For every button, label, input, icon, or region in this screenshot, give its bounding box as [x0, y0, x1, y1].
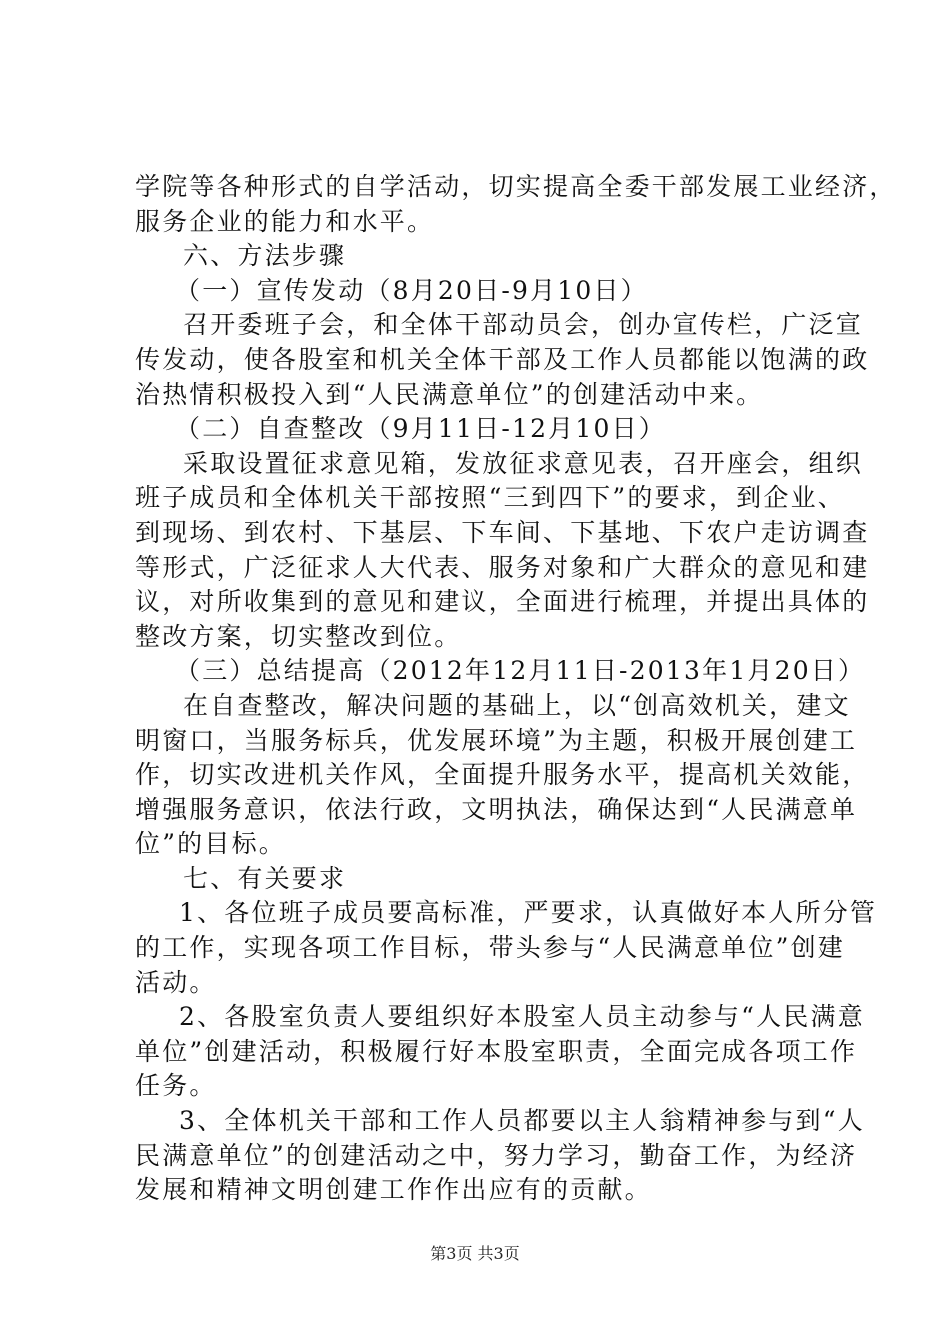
paragraph-line: 治热情积极投入到“人民满意单位”的创建活动中来。 — [135, 379, 764, 409]
list-item-2: 2、各股室负责人要组织好本股室人员主动参与“人民满意 — [179, 1002, 865, 1032]
document-body — [135, 170, 897, 1208]
paragraph-line: 议，对所收集到的意见和建议，全面进行梳理，并提出具体的 — [135, 587, 870, 617]
section-heading-6: 六、方法步骤 — [183, 241, 347, 271]
list-item-3: 3、全体机关干部和工作人员都要以主人翁精神参与到“人 — [179, 1106, 865, 1136]
paragraph-line: 召开委班子会，和全体干部动员会，创办宣传栏，广泛宣 — [183, 310, 864, 340]
paragraph-line: 采取设置征求意见箱，发放征求意见表，召开座会，组织 — [183, 448, 864, 478]
paragraph-line: 整改方案，切实整改到位。 — [135, 621, 462, 651]
paragraph-line: 作，切实改进机关作风，全面提升服务水平，提高机关效能， — [135, 760, 870, 790]
step-heading-1: （一）宣传发动（8月20日-9月10日） — [175, 275, 648, 305]
page-footer: 第3页 共3页 — [430, 1244, 520, 1263]
step-heading-2: （二）自查整改（9月11日-12月10日） — [175, 414, 666, 444]
section-heading-7: 七、有关要求 — [183, 863, 347, 893]
paragraph-line: 活动。 — [135, 967, 217, 997]
paragraph-line: 班子成员和全体机关干部按照“三到四下”的要求，到企业、 — [135, 483, 845, 513]
list-item-1: 1、各位班子成员要高标准，严要求，认真做好本人所分管 — [179, 898, 878, 928]
paragraph-line: 增强服务意识，依法行政，文明执法，确保达到“人民满意单 — [135, 794, 858, 824]
paragraph-line: 明窗口，当服务标兵，优发展环境”为主题，积极开展创建工 — [135, 725, 858, 755]
paragraph-line: 发展和精神文明创建工作作出应有的贡献。 — [135, 1175, 652, 1205]
paragraph-line: 到现场、到农村、下基层、下车间、下基地、下农户走访调查 — [135, 517, 870, 547]
paragraph-line: 传发动，使各股室和机关全体干部及工作人员都能以饱满的政 — [135, 344, 870, 374]
paragraph-line: 位”的目标。 — [135, 829, 286, 859]
paragraph-line: 单位”创建活动，积极履行好本股室职责，全面完成各项工作 — [135, 1036, 858, 1066]
paragraph-line: 等形式，广泛征求人大代表、服务对象和广大群众的意见和建 — [135, 552, 870, 582]
paragraph-line: 在自查整改，解决问题的基础上，以“创高效机关，建文 — [183, 690, 851, 720]
step-heading-3: （三）总结提高（2012年12月11日-2013年1月20日） — [175, 656, 866, 686]
paragraph-line: 民满意单位”的创建活动之中，努力学习，勤奋工作，为经济 — [135, 1140, 858, 1170]
paragraph-line: 的工作，实现各项工作目标，带头参与“人民满意单位”创建 — [135, 933, 845, 963]
paragraph-line: 任务。 — [135, 1071, 217, 1101]
paragraph-line: 学院等各种形式的自学活动，切实提高全委干部发展工业经济， — [135, 172, 897, 201]
paragraph-line: 服务企业的能力和水平。 — [135, 206, 435, 236]
